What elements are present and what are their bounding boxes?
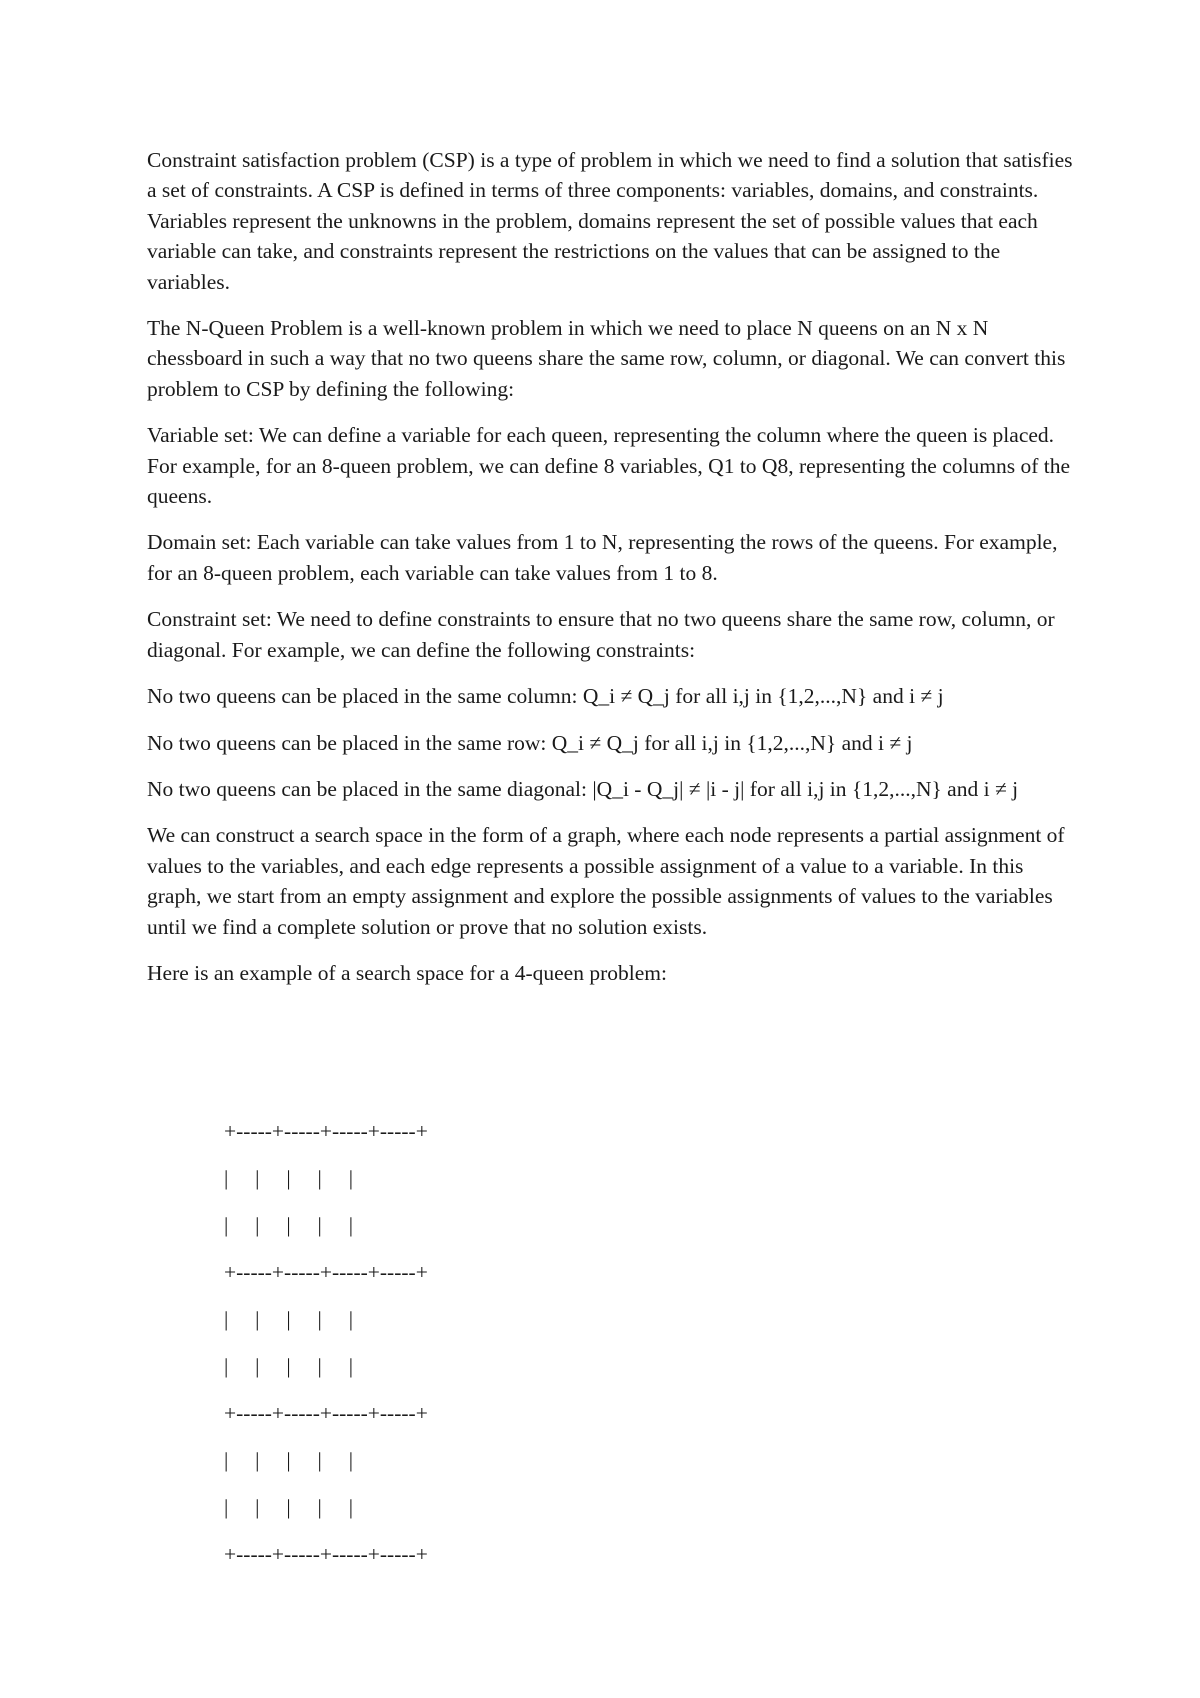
board-line: | | | | | [224,1166,354,1190]
board-line: +-----+-----+-----+-----+ [224,1542,428,1566]
board-line: | | | | | [224,1354,354,1378]
board-line: | | | | | [224,1495,354,1519]
board-line: | | | | | [224,1213,354,1237]
board-line: +-----+-----+-----+-----+ [224,1260,428,1284]
board-line: | | | | | [224,1307,354,1331]
document-body [147,145,1077,1004]
paragraph-variable-set: Variable set: We can define a variable for each queen, representing the column where the queen is placed. For example, for an 8-queen problem, we can define 8 variables, Q1 to Q8, representing the columns of the queens. [147,423,1071,509]
paragraph-domain-set: Domain set: Each variable can take values from 1 to N, representing the rows of the queens. For example, for an 8-queen problem, each variable can take values from 1 to 8. [147,530,1058,585]
paragraph-row-constraint: No two queens can be placed in the same row: Q_i ≠ Q_j for all i,j in {1,2,...,N} and i ≠ j [147,730,913,755]
paragraph-constraint-set: Constraint set: We need to define constraints to ensure that no two queens share the same row, column, or diagonal. For example, we can define the following constraints: [147,607,1055,662]
ascii-chessboard [224,1108,428,1578]
paragraph-n-queen-intro: The N-Queen Problem is a well-known problem in which we need to place N queens on an N x N chessboard in such a way that no two queens share the same row, column, or diagonal. We can convert this problem to CSP by defining the following: [147,316,1066,401]
paragraph-csp-definition: Constraint satisfaction problem (CSP) is a type of problem in which we need to find a solution that satisfies a set of constraints. A CSP is defined in terms of three components: variables, domains, and constraints. Variables represent the unknowns in the problem, domains represent the set of possible values that each variable can take, and constraints represent the restrictions on the values that can be assigned to the variables. [147,148,1073,294]
paragraph-example-intro: Here is an example of a search space for a 4-queen problem: [147,960,667,985]
board-line: | | | | | [224,1448,354,1472]
paragraph-search-space: We can construct a search space in the form of a graph, where each node represents a partial assignment of values to the variables, and each edge represents a possible assignment of a value to a variable. In this graph, we start from an empty assignment and explore the possible assignments of values to the variables until we find a complete solution or prove that no solution exists. [147,823,1065,939]
board-line: +-----+-----+-----+-----+ [224,1119,428,1143]
paragraph-column-constraint: No two queens can be placed in the same column: Q_i ≠ Q_j for all i,j in {1,2,...,N} and i ≠ j [147,684,944,709]
board-line: +-----+-----+-----+-----+ [224,1401,428,1425]
paragraph-diagonal-constraint: No two queens can be placed in the same diagonal: |Q_i - Q_j| ≠ |i - j| for all i,j in {1,2,...,N} and i ≠ j [147,776,1019,801]
